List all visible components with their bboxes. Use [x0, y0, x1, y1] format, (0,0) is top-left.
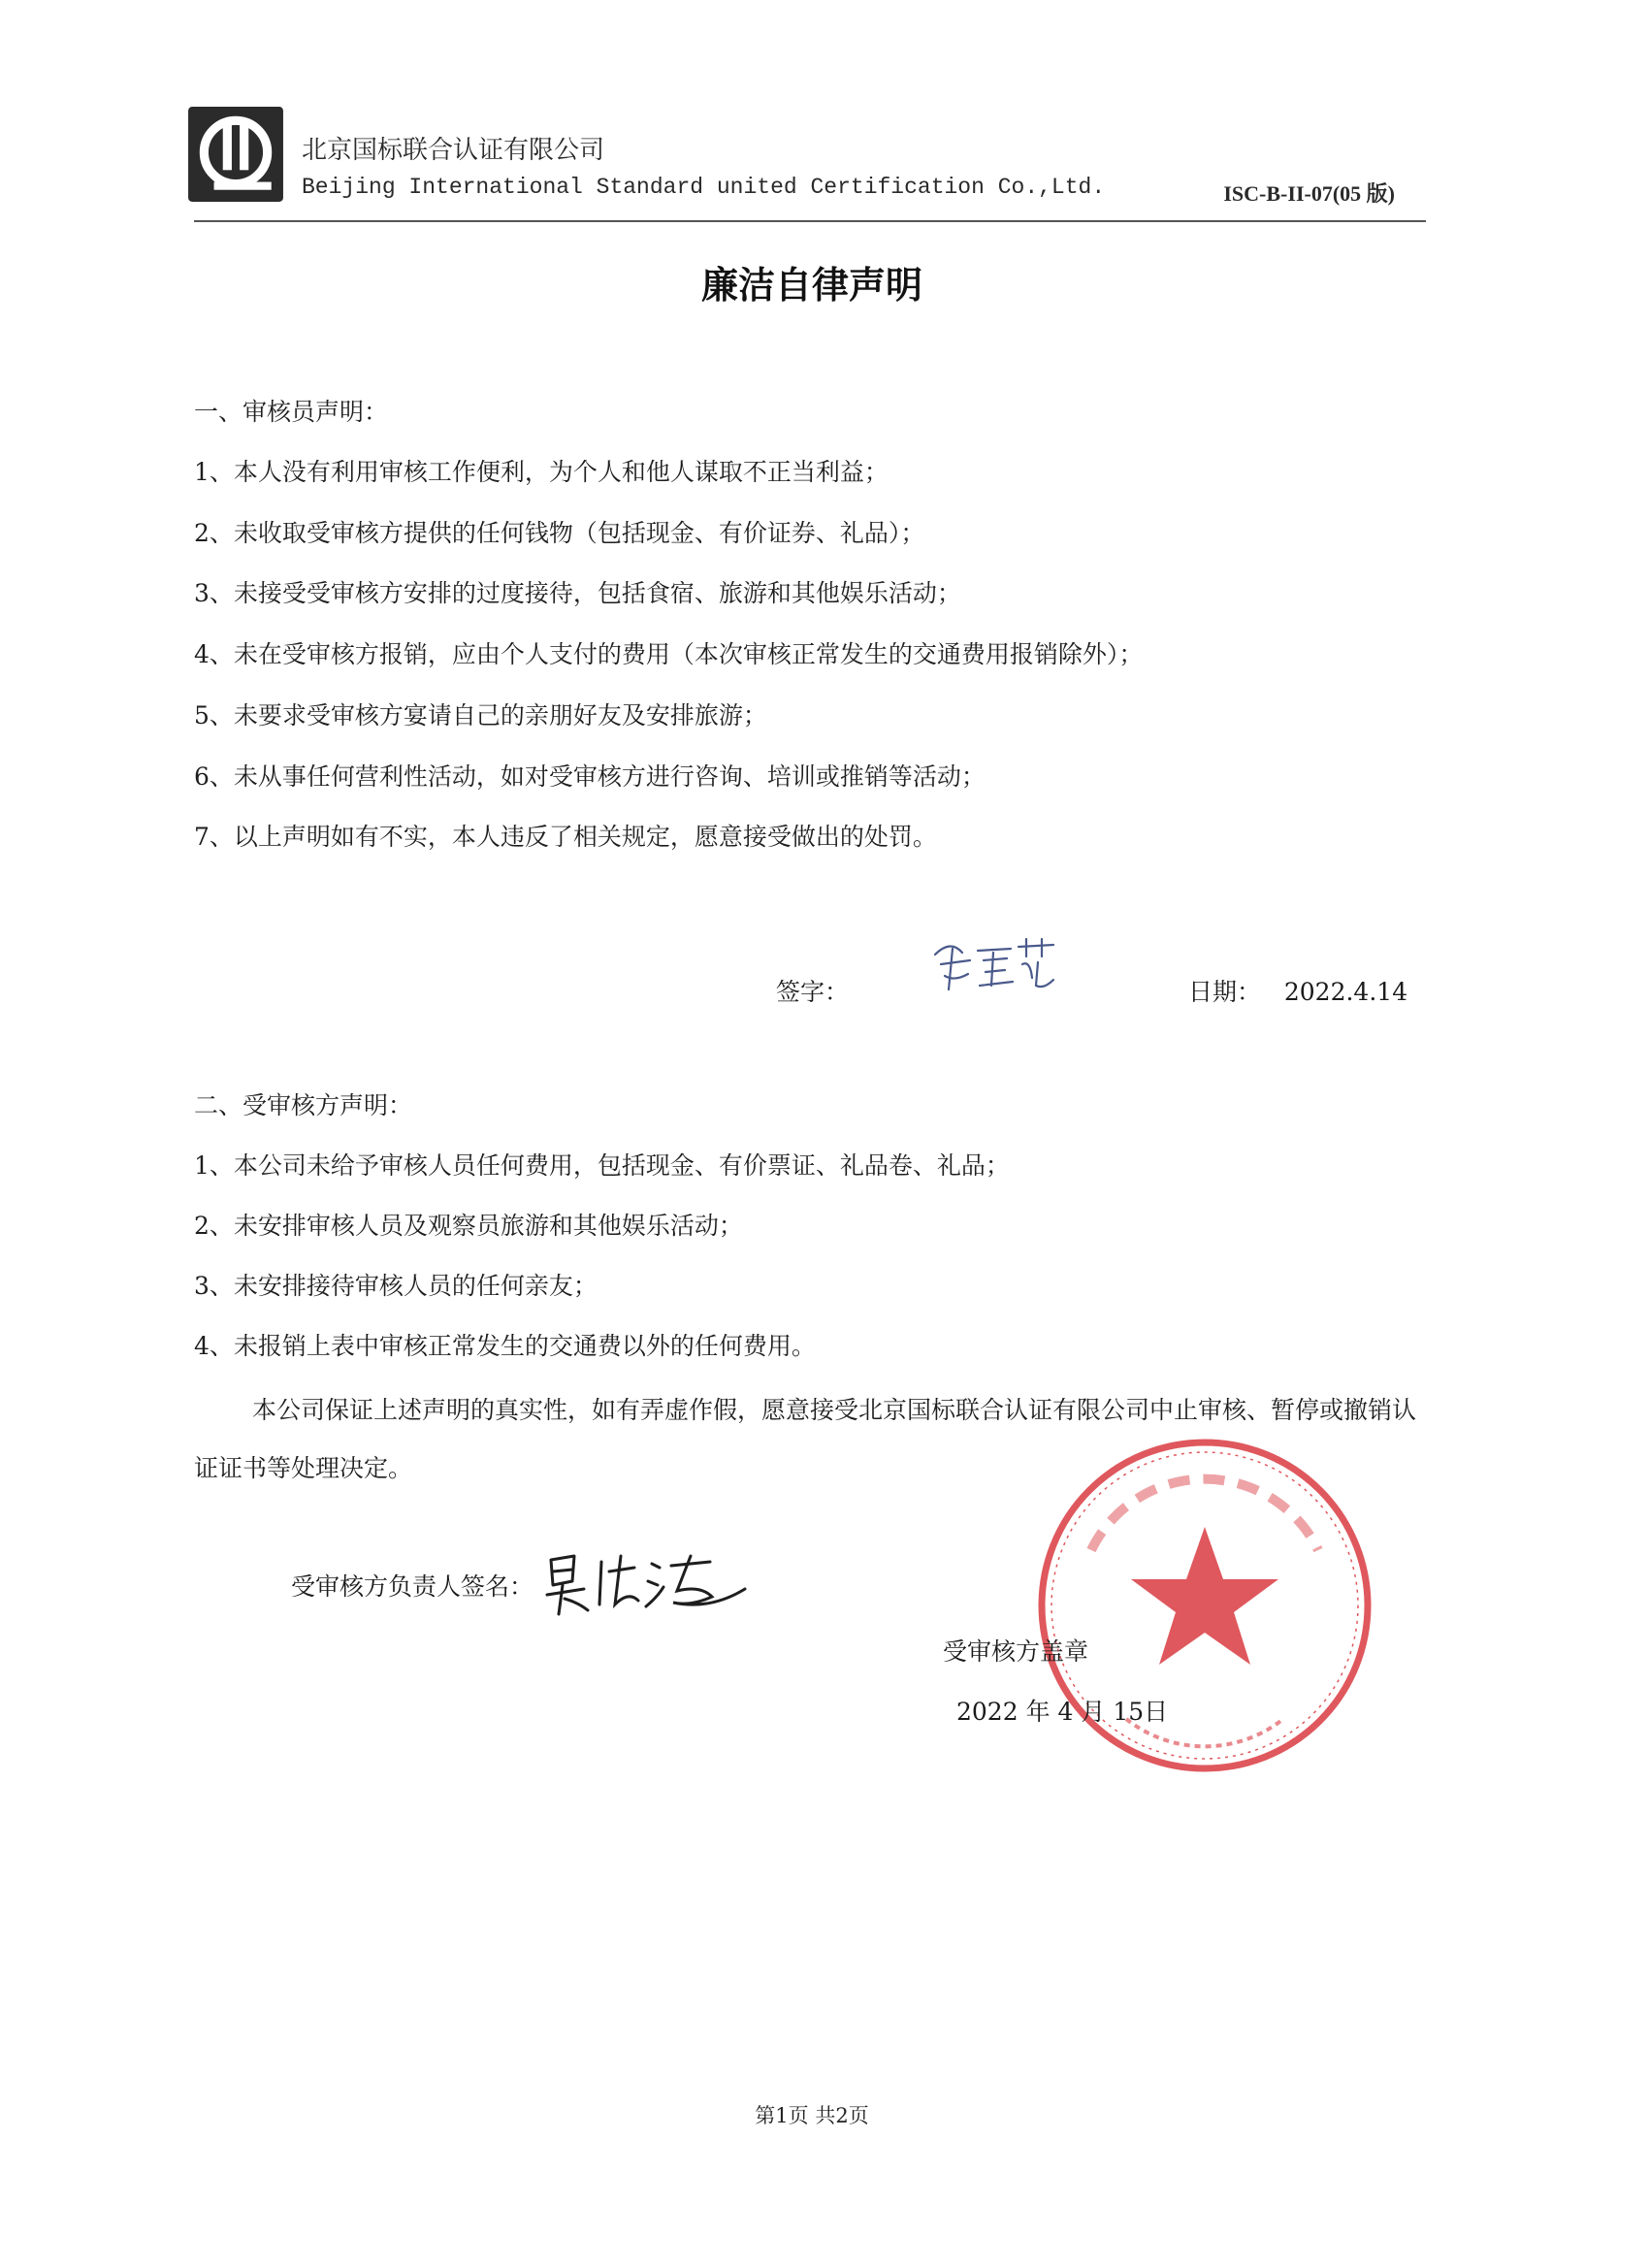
section1-heading: 一、审核员声明：: [194, 398, 389, 426]
auditee-signature: [545, 1542, 754, 1620]
auditor-signature: [929, 931, 1060, 997]
stamp-date: 2022 年 4 月 15日: [956, 1698, 1169, 1726]
guarantee-paragraph: 本公司保证上述声明的真实性，如有弄虚作假，愿意接受北京国标联合认证有限公司中止审核、暂停或撤销认证证书等处理决定。: [194, 1396, 1417, 1482]
section2-heading: 二、受审核方声明：: [194, 1091, 413, 1119]
section1-item: 6、未从事任何营利性活动，如对受审核方进行咨询、培训或推销等活动；: [194, 762, 986, 791]
section1-item: 4、未在受审核方报销，应由个人支付的费用（本次审核正常发生的交通费用报销除外）；: [194, 640, 1144, 668]
section1-item: 1、本人没有利用审核工作便利，为个人和他人谋取不正当利益；: [194, 458, 889, 486]
document-title: 廉洁自律声明: [700, 264, 922, 307]
company-name-cn: 北京国标联合认证有限公司: [302, 136, 605, 165]
section1-item: 5、未要求受审核方宴请自己的亲朋好友及安排旅游；: [194, 701, 767, 729]
responsible-signature-label: 受审核方负责人签名：: [291, 1572, 534, 1601]
date-value: 2022.4.14: [1283, 978, 1408, 1006]
stamp-label: 受审核方盖章: [943, 1637, 1089, 1666]
date-label: 日期：: [1188, 978, 1262, 1006]
section2-item: 4、未报销上表中审核正常发生的交通费以外的任何费用。: [194, 1332, 816, 1360]
section1-item: 3、未接受受审核方安排的过度接待，包括食宿、旅游和其他娱乐活动；: [194, 579, 961, 607]
page-footer: 第1页 共2页: [755, 2104, 869, 2127]
header-divider: [194, 220, 1426, 222]
section2-item: 2、未安排审核人员及观察员旅游和其他娱乐活动；: [194, 1212, 743, 1240]
date-field: [1188, 973, 1407, 1008]
company-logo: [186, 105, 285, 204]
section2-item: 3、未安排接待审核人员的任何亲友；: [194, 1272, 598, 1300]
section2-item: 1、本公司未给予审核人员任何费用，包括现金、有价票证、礼品卷、礼品；: [194, 1151, 1010, 1180]
company-name-en: Beijing International Standard united Certification Co.,Ltd.: [302, 175, 1106, 200]
section1-item: 2、未收取受审核方提供的任何钱物（包括现金、有价证券、礼品）；: [194, 519, 925, 547]
section1-item: 7、以上声明如有不实，本人违反了相关规定，愿意接受做出的处罚。: [194, 823, 937, 851]
document-code: ISC-B-II-07(05 版): [1223, 181, 1395, 206]
signature-label: 签字：: [776, 978, 850, 1006]
